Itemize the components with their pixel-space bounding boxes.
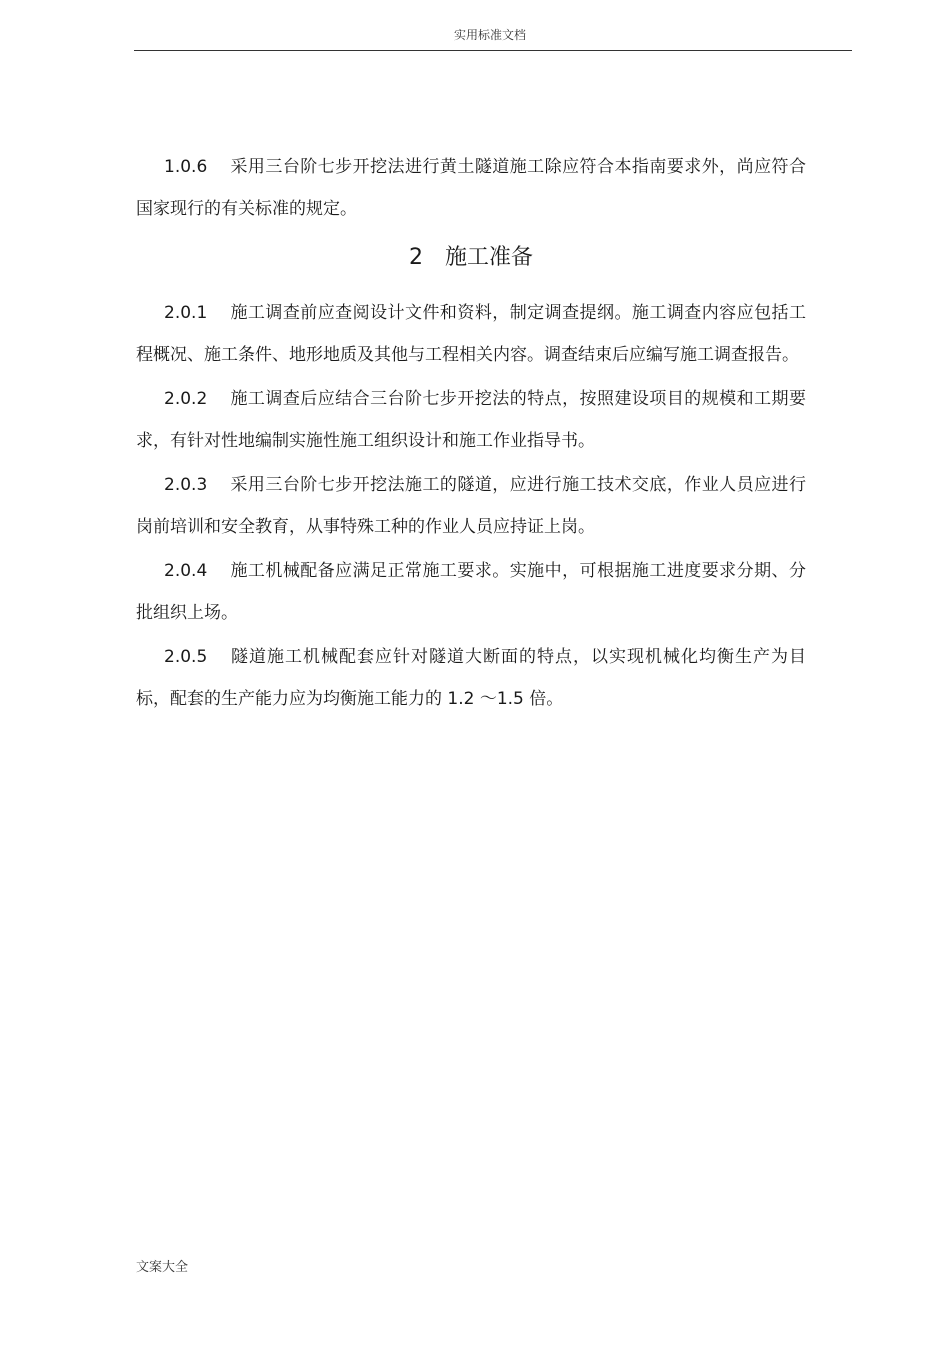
clause-text: 采用三台阶七步开挖法施工的隧道，应进行施工技术交底，作业人员应进行岗前培训和安全教育，从事特殊工种的作业人员应持证上岗。 [136, 475, 806, 537]
document-body [136, 146, 806, 722]
clause-number: 2.0.1 [164, 303, 208, 323]
clause-2-0-1 [136, 292, 806, 376]
clause-2-0-2 [136, 378, 806, 462]
section-heading [136, 238, 806, 278]
clause-number: 2.0.4 [164, 561, 208, 581]
clause-number: 2.0.2 [164, 389, 208, 409]
clause-1-0-6 [136, 146, 806, 230]
page-footer-text: 文案大全 [136, 1260, 189, 1275]
page-header-title: 实用标准文档 [453, 28, 526, 42]
clause-text: 施工机械配备应满足正常施工要求。实施中，可根据施工进度要求分期、分批组织上场。 [136, 561, 806, 623]
clause-2-0-5 [136, 636, 806, 720]
clause-2-0-3 [136, 464, 806, 548]
section-number: 2 [408, 245, 423, 270]
clause-number: 2.0.3 [164, 475, 208, 495]
clause-number: 1.0.6 [164, 157, 208, 177]
clause-text: 隧道施工机械配套应针对隧道大断面的特点，以实现机械化均衡生产为目标，配套的生产能力应为均衡施工能力的 1.2 ～1.5 倍。 [136, 647, 806, 709]
clause-2-0-4 [136, 550, 806, 634]
section-title: 施工准备 [444, 245, 533, 270]
clause-number: 2.0.5 [164, 647, 208, 667]
clause-text: 施工调查后应结合三台阶七步开挖法的特点，按照建设项目的规模和工期要求，有针对性地编制实施性施工组织设计和施工作业指导书。 [136, 389, 806, 451]
clause-text: 采用三台阶七步开挖法进行黄土隧道施工除应符合本指南要求外，尚应符合国家现行的有关标准的规定。 [136, 157, 806, 219]
header-divider [134, 50, 852, 51]
clause-text: 施工调查前应查阅设计文件和资料，制定调查提纲。施工调查内容应包括工程概况、施工条件、地形地质及其他与工程相关内容。调查结束后应编写施工调查报告。 [136, 303, 806, 365]
